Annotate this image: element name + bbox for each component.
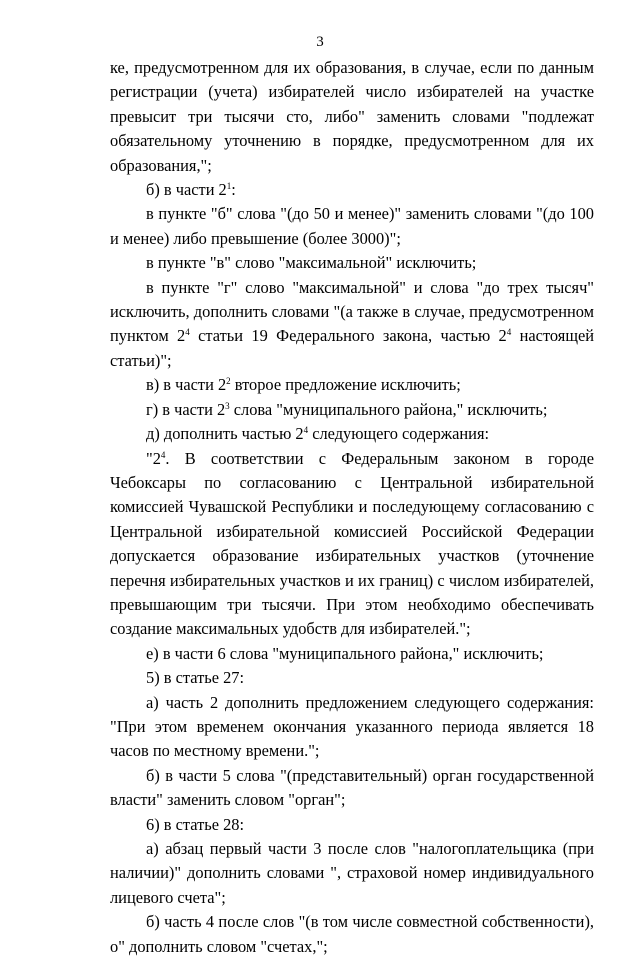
paragraph-continuation: ке, предусмотренном для их образования, в случае, если по данным регистрации (учета) избирателей число избирателей на участке превысит три тысячи сто, либо" заменить словами "подлежат обязательному уточнению в порядке, предусмотренном для их образования,"; [110,58,594,175]
paragraph-item-5-a: а) часть 2 дополнить предложением следующего содержания: "При этом временем окончания указанного периода является 18 часов по местному времени."; [110,692,594,761]
paragraph-point-v: в пункте "в" слово "максимальной" исключить; [146,253,477,273]
paragraph-subitem-d: д) дополнить частью $2^4$ следующего содержания: [146,424,490,444]
paragraph-item-6-a: а) абзац первый части 3 после слов "налогоплательщика (при наличии)" дополнить словами ", страховой номер индивидуального лицевого счета"; [110,839,594,907]
page-number: 3 [316,34,324,50]
paragraph-point-g: в пункте "г" слово "максимальной" и слова "до трех тысяч" исключить, дополнить словами "(а также в случае, предусмотренном пунктом $2^4$ статьи 19 Федерального закона, частью $2^4$ настоящей статьи)"; [110,277,594,370]
paragraph-item-6-b: б) часть 4 после слов "(в том числе совместной собственности), о" дополнить словом "счетах,"; [110,912,594,956]
paragraph-subitem-b-part-2-1: б) в части $2^1$: [146,180,236,200]
paragraph-item-5-b: б) в части 5 слова "(представительный) орган государственной власти" заменить словом "орган"; [110,765,594,810]
paragraph-item-6: 6) в статье 28: [146,814,245,834]
paragraph-quoted-part-2-4: "$2^4$. В соответствии с Федеральным законом в городе Чебоксары по согласованию с Центральной избирательной комиссией Чувашской Республики и последующему согласованию с Центральной избирательной комиссией Российской Федерации допускается образование избирательных участков (уточнение перечня избирательных участков и их границ) с числом избирателей, превышающим три тысячи. При этом необходимо обеспечивать создание максимальных удобств для избирателей."; [110,448,594,639]
paragraph-point-b: в пункте "б" слова "(до 50 и менее)" заменить словами "(до 100 и менее) либо превышение (более 3000)"; [110,204,594,248]
paragraph-subitem-v: в) в части $2^2$ второе предложение исключить; [146,375,461,395]
paragraph-subitem-g: г) в части $2^3$ слова "муниципального района," исключить; [146,399,548,419]
document-body [110,56,594,959]
paragraph-subitem-e: е) в части 6 слова "муниципального района," исключить; [146,643,544,663]
paragraph-item-5: 5) в статье 27: [146,668,245,688]
